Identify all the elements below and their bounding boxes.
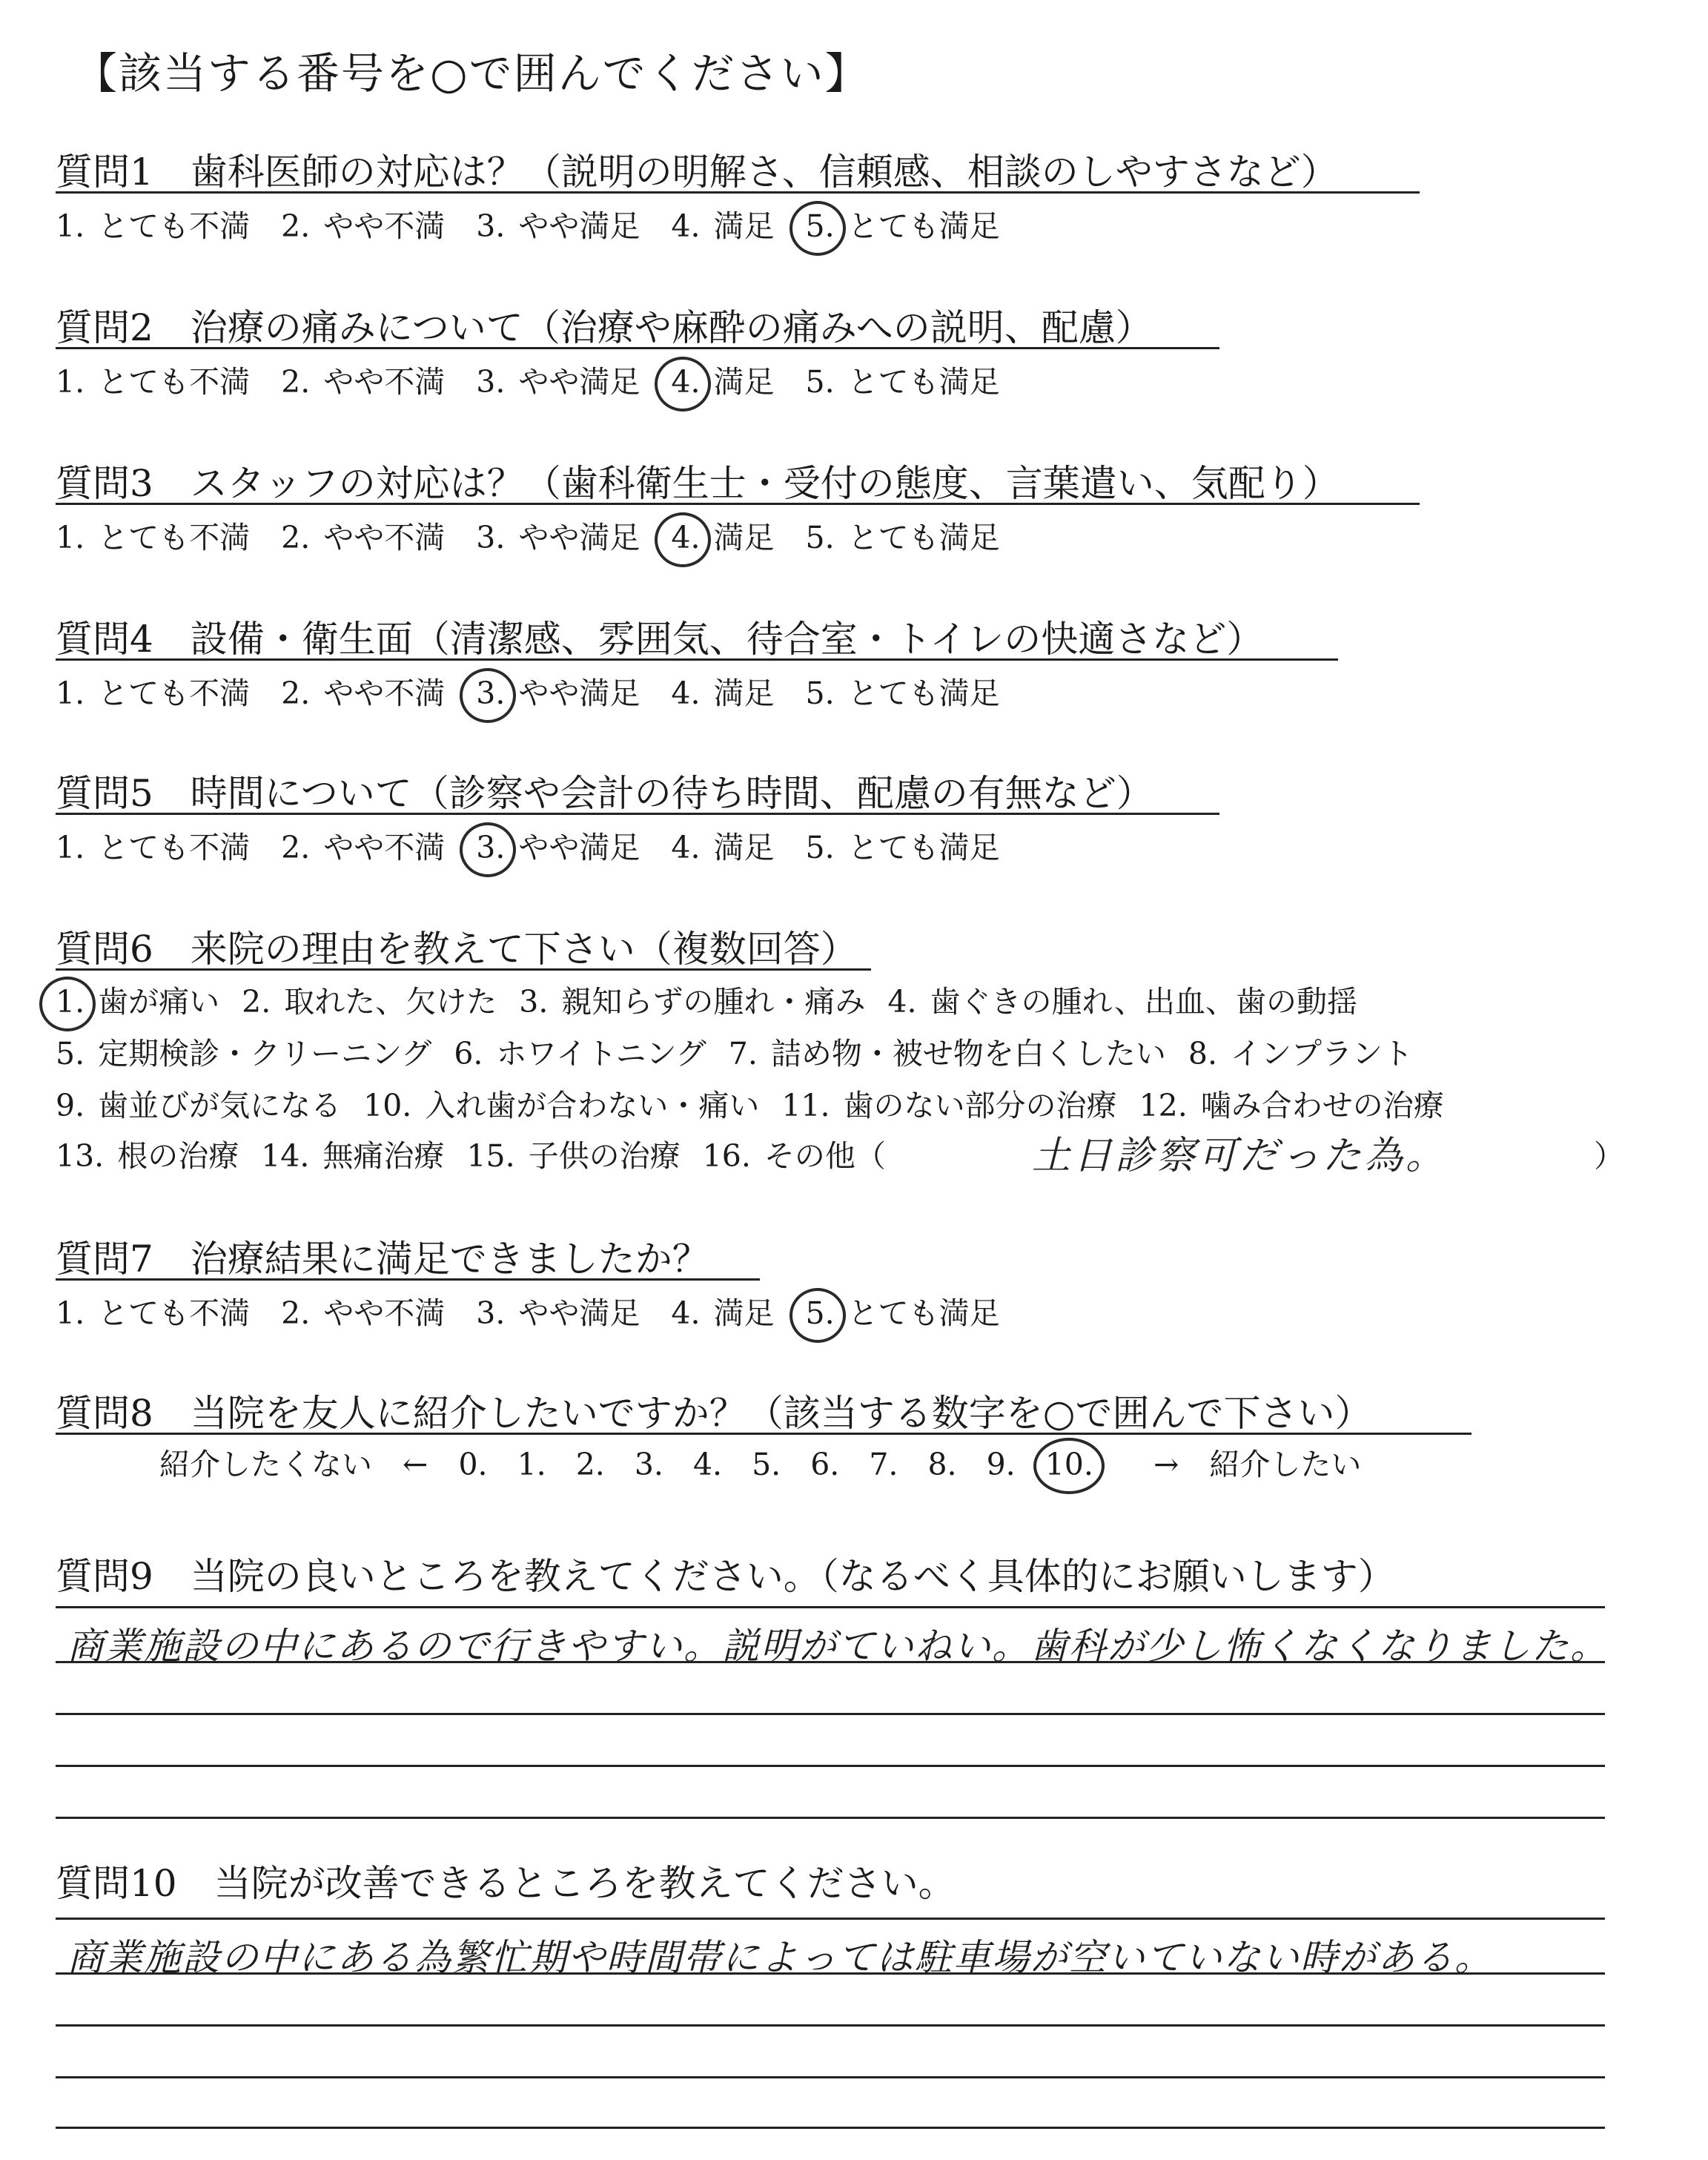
scale-numbers <box>458 1447 1122 1482</box>
question-6-other-close: ） <box>1594 1138 1624 1174</box>
option-label: とても満足 <box>847 1295 1000 1331</box>
question-5-underline <box>56 813 1219 815</box>
option-5[interactable] <box>806 669 1000 713</box>
question-1-underline <box>56 191 1420 194</box>
scale-number-9[interactable]: 9. <box>986 1447 1016 1482</box>
option-label: とても不満 <box>98 208 251 244</box>
option-label: とても満足 <box>847 520 1000 555</box>
option-number: 2. <box>281 520 311 555</box>
option-5[interactable] <box>806 202 1000 245</box>
question-6-row-4 <box>56 1132 908 1175</box>
option-5[interactable] <box>806 1289 1000 1332</box>
reason-label: ホワイトニング <box>496 1036 706 1071</box>
option-5[interactable] <box>806 823 1000 867</box>
option-label: やや満足 <box>518 520 640 555</box>
reason-label: 取れた、欠けた <box>284 984 497 1020</box>
scale-number-10[interactable]: 10. <box>1045 1447 1093 1482</box>
option-number: 1. <box>56 520 85 555</box>
q9-rule-2 <box>56 1661 1605 1663</box>
scale-number-4[interactable]: 4. <box>692 1447 723 1482</box>
reason-label: 歯が痛い <box>98 984 220 1020</box>
question-6-title: 質問6 来院の理由を教えて下さい（複数回答） <box>56 928 858 971</box>
option-label: やや満足 <box>518 208 640 244</box>
question-1-options <box>56 202 1031 245</box>
option-2[interactable] <box>281 823 445 867</box>
question-10-answer: 商業施設の中にある為繁忙期や時間帯によっては駐車場が空いていない時がある。 <box>67 1936 1493 1979</box>
option-label: やや不満 <box>323 830 446 865</box>
reason-number: 3. <box>519 984 549 1020</box>
question-1-title: 質問1 歯科医師の対応は？（説明の明解さ、信頼感、相談のしやすさなど） <box>56 151 1338 194</box>
reason-number: 1. <box>56 984 85 1020</box>
reason-label: 無痛治療 <box>322 1138 445 1174</box>
option-label: 満足 <box>713 676 775 711</box>
option-label: やや満足 <box>518 830 640 865</box>
scale-number-6[interactable]: 6. <box>810 1447 840 1482</box>
option-label: とても不満 <box>98 676 251 711</box>
q10-rule-5 <box>56 2127 1605 2129</box>
option-number: 2. <box>281 830 311 865</box>
option-3[interactable] <box>476 202 640 245</box>
reason-label: その他（ <box>764 1138 886 1174</box>
option-2[interactable] <box>281 1289 445 1332</box>
option-4[interactable] <box>671 513 774 557</box>
option-number: 3. <box>476 830 506 865</box>
q9-rule-3 <box>56 1713 1605 1715</box>
option-number: 4. <box>671 364 701 400</box>
reason-label: 詰め物・被せ物を白くしたい <box>770 1036 1166 1071</box>
option-2[interactable] <box>281 357 445 401</box>
reason-option[interactable] <box>887 977 1357 1021</box>
option-number: 1. <box>56 208 85 244</box>
option-4[interactable] <box>671 1289 774 1332</box>
reason-number: 12. <box>1139 1088 1188 1123</box>
question-4-options <box>56 669 1031 713</box>
option-label: やや満足 <box>518 1295 640 1331</box>
option-number: 4. <box>671 1295 701 1331</box>
reason-option[interactable] <box>1139 1081 1444 1125</box>
q9-rule-4 <box>56 1765 1605 1767</box>
question-9-title: 質問9 当院の良いところを教えてください。（なるべく具体的にお願いします） <box>56 1555 1395 1598</box>
option-label: 満足 <box>713 364 775 400</box>
option-number: 4. <box>671 676 701 711</box>
reason-number: 16. <box>702 1138 751 1174</box>
reason-option[interactable] <box>703 1132 886 1175</box>
option-number: 1. <box>56 364 85 400</box>
option-label: 満足 <box>713 520 775 555</box>
reason-label: 入れ歯が合わない・痛い <box>425 1088 760 1123</box>
q10-rule-4 <box>56 2076 1605 2078</box>
reason-option[interactable] <box>519 977 865 1021</box>
reason-number: 9. <box>56 1088 85 1123</box>
question-4-underline <box>56 658 1338 661</box>
reason-number: 13. <box>56 1138 105 1174</box>
question-3-underline <box>56 503 1420 505</box>
option-label: とても満足 <box>847 676 1000 711</box>
reason-option[interactable] <box>56 1029 431 1073</box>
reason-label: 噛み合わせの治療 <box>1200 1088 1444 1123</box>
option-label: やや不満 <box>323 208 446 244</box>
option-number: 1. <box>56 830 85 865</box>
option-number: 5. <box>805 1295 835 1331</box>
reason-option[interactable] <box>242 977 497 1021</box>
question-2-options <box>56 357 1031 401</box>
option-label: とても満足 <box>847 364 1000 400</box>
reason-option[interactable] <box>261 1132 444 1175</box>
option-label: とても不満 <box>98 520 251 555</box>
question-7-underline <box>56 1278 760 1281</box>
question-2-title: 質問2 治療の痛みについて（治療や麻酔の痛みへの説明、配慮） <box>56 306 1153 349</box>
reason-option[interactable] <box>56 1132 239 1175</box>
option-label: やや不満 <box>323 676 446 711</box>
option-3[interactable] <box>476 357 640 401</box>
option-2[interactable] <box>281 669 445 713</box>
option-3[interactable] <box>476 823 640 867</box>
question-9-answer: 商業施設の中にあるので行きやすい。説明がていねい。歯科が少し怖くなくなりました。 <box>67 1625 1609 1668</box>
option-4[interactable] <box>671 669 774 713</box>
option-5[interactable] <box>806 513 1000 557</box>
option-number: 2. <box>281 208 311 244</box>
question-3-title: 質問3 スタッフの対応は？（歯科衛生士・受付の態度、言葉遣い、気配り） <box>56 462 1340 505</box>
option-label: やや不満 <box>323 1295 446 1331</box>
reason-number: 14. <box>261 1138 310 1174</box>
reason-label: インプラント <box>1231 1036 1413 1071</box>
option-label: とても不満 <box>98 364 251 400</box>
question-6-row-1 <box>56 977 1380 1021</box>
option-1[interactable] <box>56 513 250 557</box>
option-number: 1. <box>56 676 85 711</box>
reason-option[interactable] <box>781 1081 1116 1125</box>
option-number: 5. <box>805 364 835 400</box>
option-number: 5. <box>805 208 835 244</box>
q10-rule-2 <box>56 1972 1605 1975</box>
q10-rule-3 <box>56 2024 1605 2027</box>
scale-number-7[interactable]: 7. <box>869 1447 898 1482</box>
option-number: 3. <box>476 364 506 400</box>
question-6-row-3 <box>56 1081 1466 1125</box>
option-label: とても不満 <box>98 830 251 865</box>
reason-number: 11. <box>781 1088 830 1123</box>
option-2[interactable] <box>281 513 445 557</box>
question-7-title: 質問7 治療結果に満足できましたか？ <box>56 1238 709 1281</box>
question-6-row-2 <box>56 1029 1435 1073</box>
reason-option[interactable] <box>56 977 219 1021</box>
scale-number-0[interactable]: 0. <box>458 1447 488 1482</box>
q9-rule-5 <box>56 1817 1605 1819</box>
reason-option[interactable] <box>56 1081 341 1125</box>
option-number: 3. <box>476 520 506 555</box>
option-label: とても満足 <box>847 830 1000 865</box>
reason-label: 子供の治療 <box>528 1138 681 1174</box>
question-5-options <box>56 823 1031 867</box>
option-label: とても不満 <box>98 1295 251 1331</box>
option-1[interactable] <box>56 357 250 401</box>
option-number: 5. <box>805 830 835 865</box>
reason-number: 8. <box>1188 1036 1217 1071</box>
reason-number: 6. <box>454 1036 483 1071</box>
question-8-title: 質問8 当院を友人に紹介したいですか？（該当する数字を○で囲んで下さい） <box>56 1392 1372 1435</box>
option-4[interactable] <box>671 202 774 245</box>
scale-right-arrow: → <box>1153 1447 1179 1482</box>
question-6-other-answer: 土日診察可だった為。 <box>1032 1134 1448 1178</box>
q9-rule-1 <box>56 1606 1605 1608</box>
reason-number: 15. <box>466 1138 515 1174</box>
question-7-options <box>56 1289 1031 1332</box>
option-number: 2. <box>281 364 311 400</box>
reason-option[interactable] <box>363 1081 759 1125</box>
option-number: 3. <box>476 1295 506 1331</box>
scale-left-arrow: ← <box>403 1447 428 1482</box>
question-10-title: 質問10 当院が改善できるところを教えてください。 <box>56 1862 956 1905</box>
instruction-heading: 【該当する番号を○で囲んでください】 <box>74 48 870 99</box>
option-5[interactable] <box>806 357 1000 401</box>
scale-number-2[interactable]: 2. <box>575 1447 605 1482</box>
option-label: とても満足 <box>847 208 1000 244</box>
option-label: やや不満 <box>323 364 446 400</box>
option-label: 満足 <box>713 208 775 244</box>
reason-number: 10. <box>363 1088 412 1123</box>
option-2[interactable] <box>281 202 445 245</box>
option-label: 満足 <box>713 1295 775 1331</box>
option-number: 2. <box>281 1295 311 1331</box>
option-1[interactable] <box>56 669 250 713</box>
reason-number: 4. <box>887 984 917 1020</box>
option-number: 2. <box>281 676 311 711</box>
option-label: やや満足 <box>518 364 640 400</box>
option-1[interactable] <box>56 1289 250 1332</box>
reason-label: 歯のない部分の治療 <box>843 1088 1117 1123</box>
option-3[interactable] <box>476 513 640 557</box>
option-4[interactable] <box>671 823 774 867</box>
reason-option[interactable] <box>454 1029 706 1073</box>
option-number: 5. <box>805 676 835 711</box>
option-4[interactable] <box>671 357 774 401</box>
question-6-underline <box>56 968 871 971</box>
option-label: やや不満 <box>323 520 446 555</box>
question-4-title: 質問4 設備・衛生面（清潔感、雰囲気、待合室・トイレの快適さなど） <box>56 618 1264 661</box>
reason-option[interactable] <box>466 1132 680 1175</box>
option-number: 1. <box>56 1295 85 1331</box>
reason-option[interactable] <box>729 1029 1166 1073</box>
scale-number-3[interactable]: 3. <box>634 1447 663 1482</box>
option-number: 3. <box>476 208 506 244</box>
scale-right-label: 紹介したい <box>1209 1447 1362 1482</box>
reason-number: 7. <box>728 1036 758 1071</box>
reason-number: 5. <box>56 1036 85 1071</box>
scale-number-1[interactable]: 1. <box>517 1447 546 1482</box>
question-3-options <box>56 513 1031 557</box>
option-label: 満足 <box>713 830 775 865</box>
option-number: 4. <box>671 208 701 244</box>
option-number: 5. <box>805 520 835 555</box>
option-number: 4. <box>671 830 701 865</box>
question-8-underline <box>56 1433 1472 1435</box>
question-2-underline <box>56 347 1219 349</box>
reason-number: 2. <box>242 984 271 1020</box>
option-3[interactable] <box>476 669 640 713</box>
option-1[interactable] <box>56 202 250 245</box>
option-number: 4. <box>671 520 701 555</box>
question-5-title: 質問5 時間について（診察や会計の待ち時間、配慮の有無など） <box>56 772 1153 815</box>
question-8-scale <box>159 1440 1361 1484</box>
scale-number-5[interactable]: 5. <box>752 1447 781 1482</box>
reason-label: 親知らずの腫れ・痛み <box>561 984 866 1020</box>
reason-option[interactable] <box>1188 1029 1413 1073</box>
option-label: やや満足 <box>518 676 640 711</box>
reason-label: 根の治療 <box>117 1138 239 1174</box>
q10-rule-1 <box>56 1918 1605 1920</box>
reason-label: 歯ぐきの腫れ、出血、歯の動揺 <box>930 984 1357 1020</box>
scale-left-label: 紹介したくない <box>159 1447 372 1482</box>
option-number: 3. <box>476 676 506 711</box>
scale-number-8[interactable]: 8. <box>927 1447 957 1482</box>
reason-label: 歯並びが気になる <box>98 1088 342 1123</box>
option-3[interactable] <box>476 1289 640 1332</box>
reason-label: 定期検診・クリーニング <box>98 1036 432 1071</box>
option-1[interactable] <box>56 823 250 867</box>
